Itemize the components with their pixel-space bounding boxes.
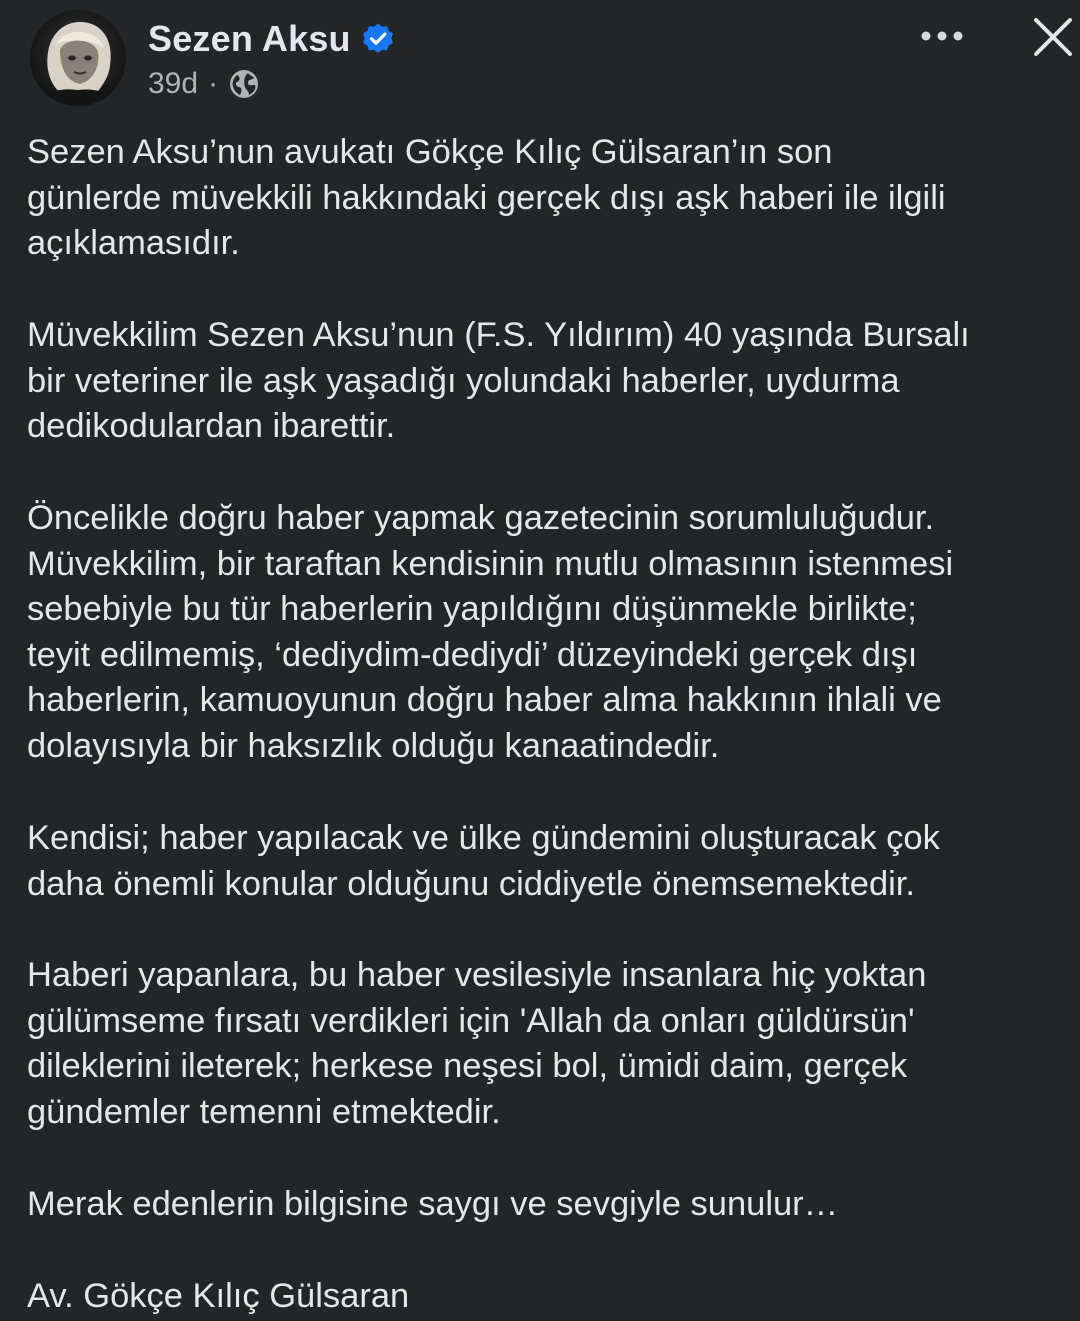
text-line: gündemler temenni etmektedir.	[27, 1092, 501, 1131]
post-paragraph	[27, 953, 926, 1135]
post-meta	[148, 64, 260, 104]
text-line: Müvekkilim, bir taraftan kendisinin mutlu olmasının istenmesi	[27, 544, 954, 583]
text-line: Öncelikle doğru haber yapmak gazetecinin sorumluluğudur.	[27, 499, 935, 537]
text-line: Sezen Aksu’nun avukatı Gökçe Kılıç Gülsaran’ın son	[27, 133, 833, 171]
close-button[interactable]	[1026, 10, 1080, 64]
text-line: teyit edilmemiş, ‘dediydim-dediydi’ düzeyindeki gerçek dışı	[27, 635, 918, 674]
text-line: günlerde müvekkili hakkındaki gerçek dışı aşk haberi ile ilgili	[27, 178, 946, 217]
text-line: açıklamasıdır.	[27, 224, 240, 263]
text-line: dedikodulardan ibarettir.	[27, 407, 396, 446]
post-signature	[27, 1274, 409, 1320]
post-paragraph	[27, 816, 940, 907]
author-name[interactable]: Sezen Aksu	[148, 18, 351, 59]
post-paragraph	[27, 1182, 838, 1228]
text-line: Kendisi; haber yapılacak ve ülke gündemini oluşturacak çok	[27, 819, 940, 857]
meta-separator: ·	[208, 67, 219, 100]
author-row	[148, 16, 395, 62]
post-paragraph	[27, 313, 970, 450]
more-options-button[interactable]	[912, 18, 972, 54]
post-header	[0, 0, 1080, 120]
text-line: gülümseme fırsatı verdikleri için 'Allah da onları güldürsün'	[27, 1001, 915, 1040]
text-line: sebebiyle bu tür haberlerin yapıldığını düşünmekle birlikte;	[27, 590, 917, 629]
text-line: Müvekkilim Sezen Aksu’nun (F.S. Yıldırım) 40 yaşında Bursalı	[27, 316, 970, 354]
text-line: Av. Gökçe Kılıç Gülsaran	[27, 1277, 410, 1315]
globe-icon	[228, 68, 260, 100]
post-paragraph	[27, 496, 953, 770]
text-line: Haberi yapanlara, bu haber vesilesiyle insanlara hiç yoktan	[27, 956, 927, 994]
avatar-photo	[30, 10, 126, 106]
avatar[interactable]	[30, 10, 126, 106]
text-line: dolayısıyla bir haksızlık olduğu kanaatindedir.	[27, 726, 720, 765]
text-line: bir veteriner ile aşk yaşadığı yolundaki haberler, uydurma	[27, 361, 900, 400]
verified-badge-icon	[361, 22, 395, 56]
text-line: haberlerin, kamuoyunun doğru haber alma hakkının ihlali ve	[27, 681, 942, 720]
close-icon	[1026, 10, 1080, 64]
post-paragraph	[27, 130, 946, 267]
text-line: Merak edenlerin bilgisine saygı ve sevgiyle sunulur…	[27, 1185, 839, 1223]
text-line: daha önemli konular olduğunu ciddiyetle önemsemektedir.	[27, 864, 915, 903]
text-line: dileklerini ileterek; herkese neşesi bol, ümidi daim, gerçek	[27, 1047, 908, 1086]
post-time[interactable]: 39d	[148, 67, 199, 100]
more-options-icon	[920, 30, 964, 42]
